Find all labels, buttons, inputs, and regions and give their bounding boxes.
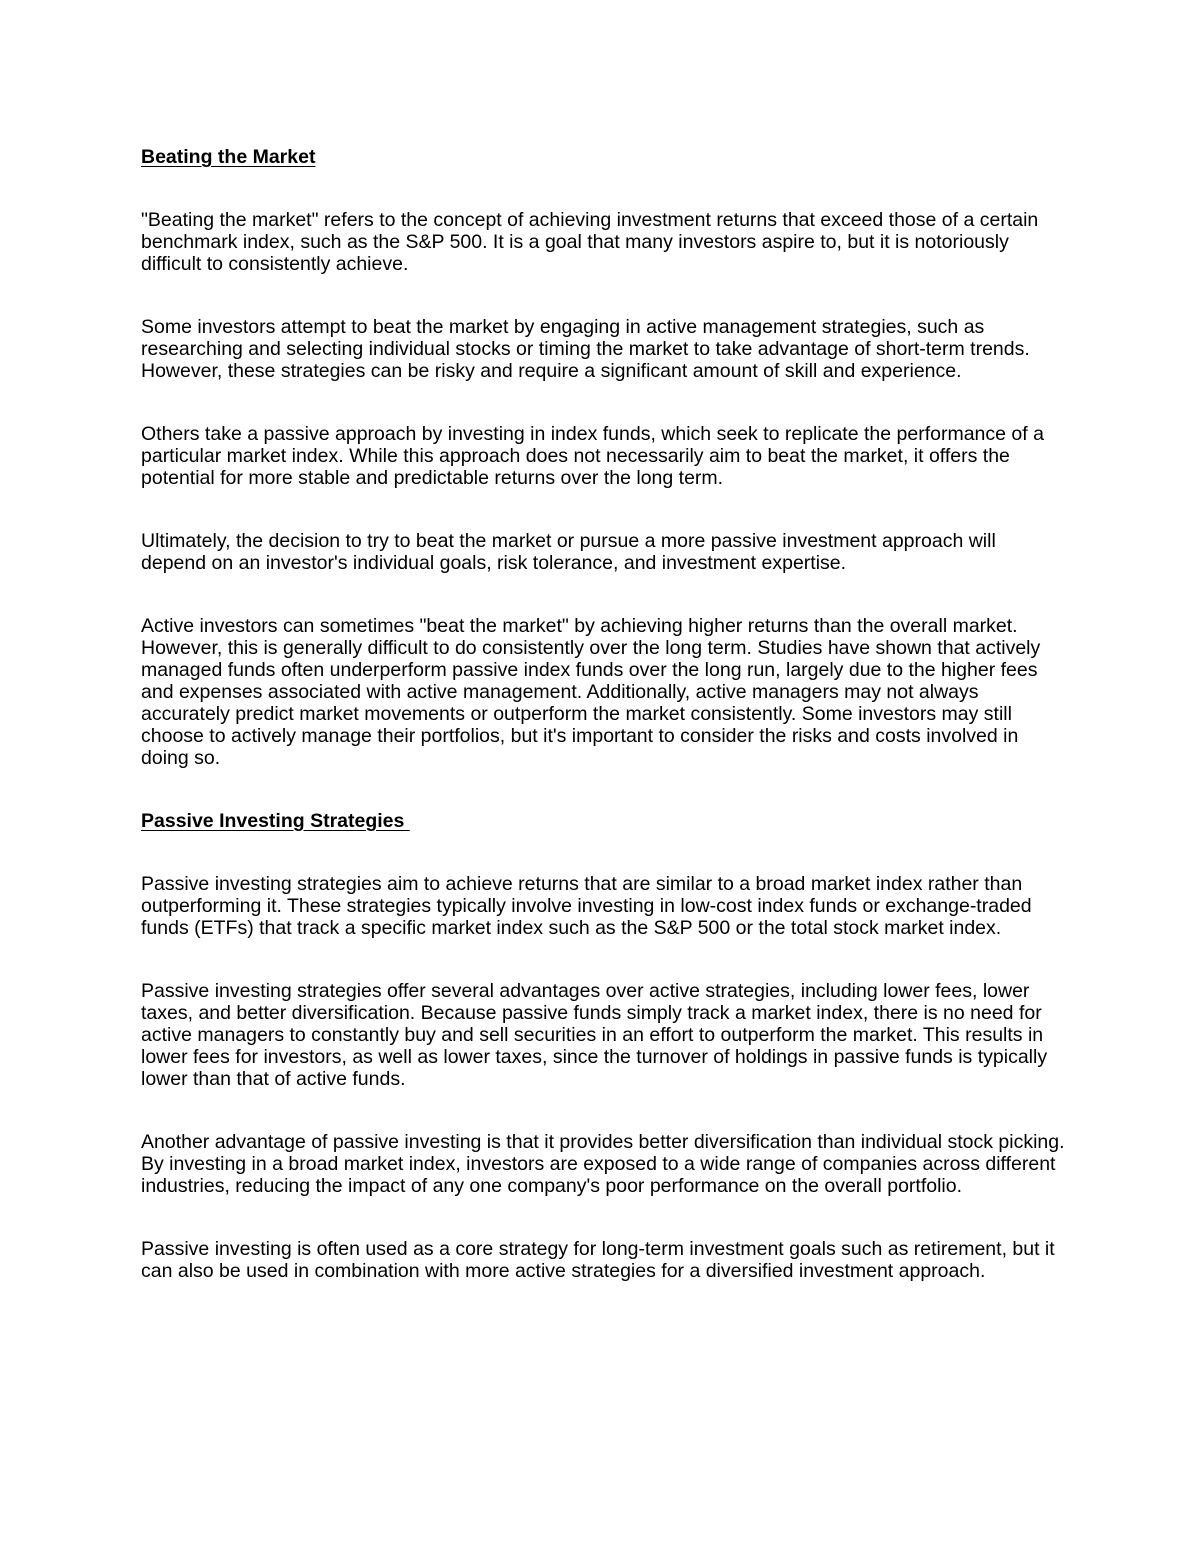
paragraph: Ultimately, the decision to try to beat the market or pursue a more passive investment approach will depend on an investor's individual goals, risk tolerance, and investment expertise.: [141, 530, 996, 574]
section-heading-passive-investing-strategies: Passive Investing Strategies: [141, 810, 410, 832]
paragraph: Active investors can sometimes "beat the market" by achieving higher returns than the overall market. However, this is generally difficult to do consistently over the long term. Studies have shown that actively managed funds often underperform passive index funds over the long run, largely due to the higher fees and expenses associated with active management. Additionally, active managers may not always accurately predict market movements or outperform the market consistently. Some investors may still choose to actively manage their portfolios, but it's important to consider the risks and costs involved in doing so.: [141, 615, 1041, 769]
paragraph: Others take a passive approach by investing in index funds, which seek to replicate the performance of a particular market index. While this approach does not necessarily aim to beat the market, it offers the potential for more stable and predictable returns over the long term.: [141, 423, 1044, 489]
paragraph: Some investors attempt to beat the market by engaging in active management strategies, such as researching and selecting individual stocks or timing the market to take advantage of short-term trends. However, these strategies can be risky and require a significant amount of skill and experience.: [141, 316, 1030, 382]
paragraph: Passive investing is often used as a core strategy for long-term investment goals such as retirement, but it can also be used in combination with more active strategies for a diversified investment approach.: [141, 1238, 1055, 1282]
paragraph: Passive investing strategies offer several advantages over active strategies, including lower fees, lower taxes, and better diversification. Because passive funds simply track a market index, there is no need for active managers to constantly buy and sell securities in an effort to outperform the market. This results in lower fees for investors, as well as lower taxes, since the turnover of holdings in passive funds is typically lower than that of active funds.: [141, 980, 1048, 1090]
document-page: [141, 146, 1066, 1282]
paragraph: Passive investing strategies aim to achieve returns that are similar to a broad market index rather than outperforming it. These strategies typically involve investing in low-cost index funds or exchange-traded funds (ETFs) that track a specific market index such as the S&P 500 or the total stock market index.: [141, 873, 1032, 939]
section-heading-beating-the-market: Beating the Market: [141, 146, 316, 168]
paragraph: "Beating the market" refers to the concept of achieving investment returns that exceed those of a certain benchmark index, such as the S&P 500. It is a goal that many investors aspire to, but it is notoriously difficult to consistently achieve.: [141, 209, 1039, 275]
paragraph: Another advantage of passive investing is that it provides better diversification than individual stock picking. By investing in a broad market index, investors are exposed to a wide range of companies across different industries, reducing the impact of any one company's poor performance on the overall portfolio.: [141, 1131, 1065, 1197]
